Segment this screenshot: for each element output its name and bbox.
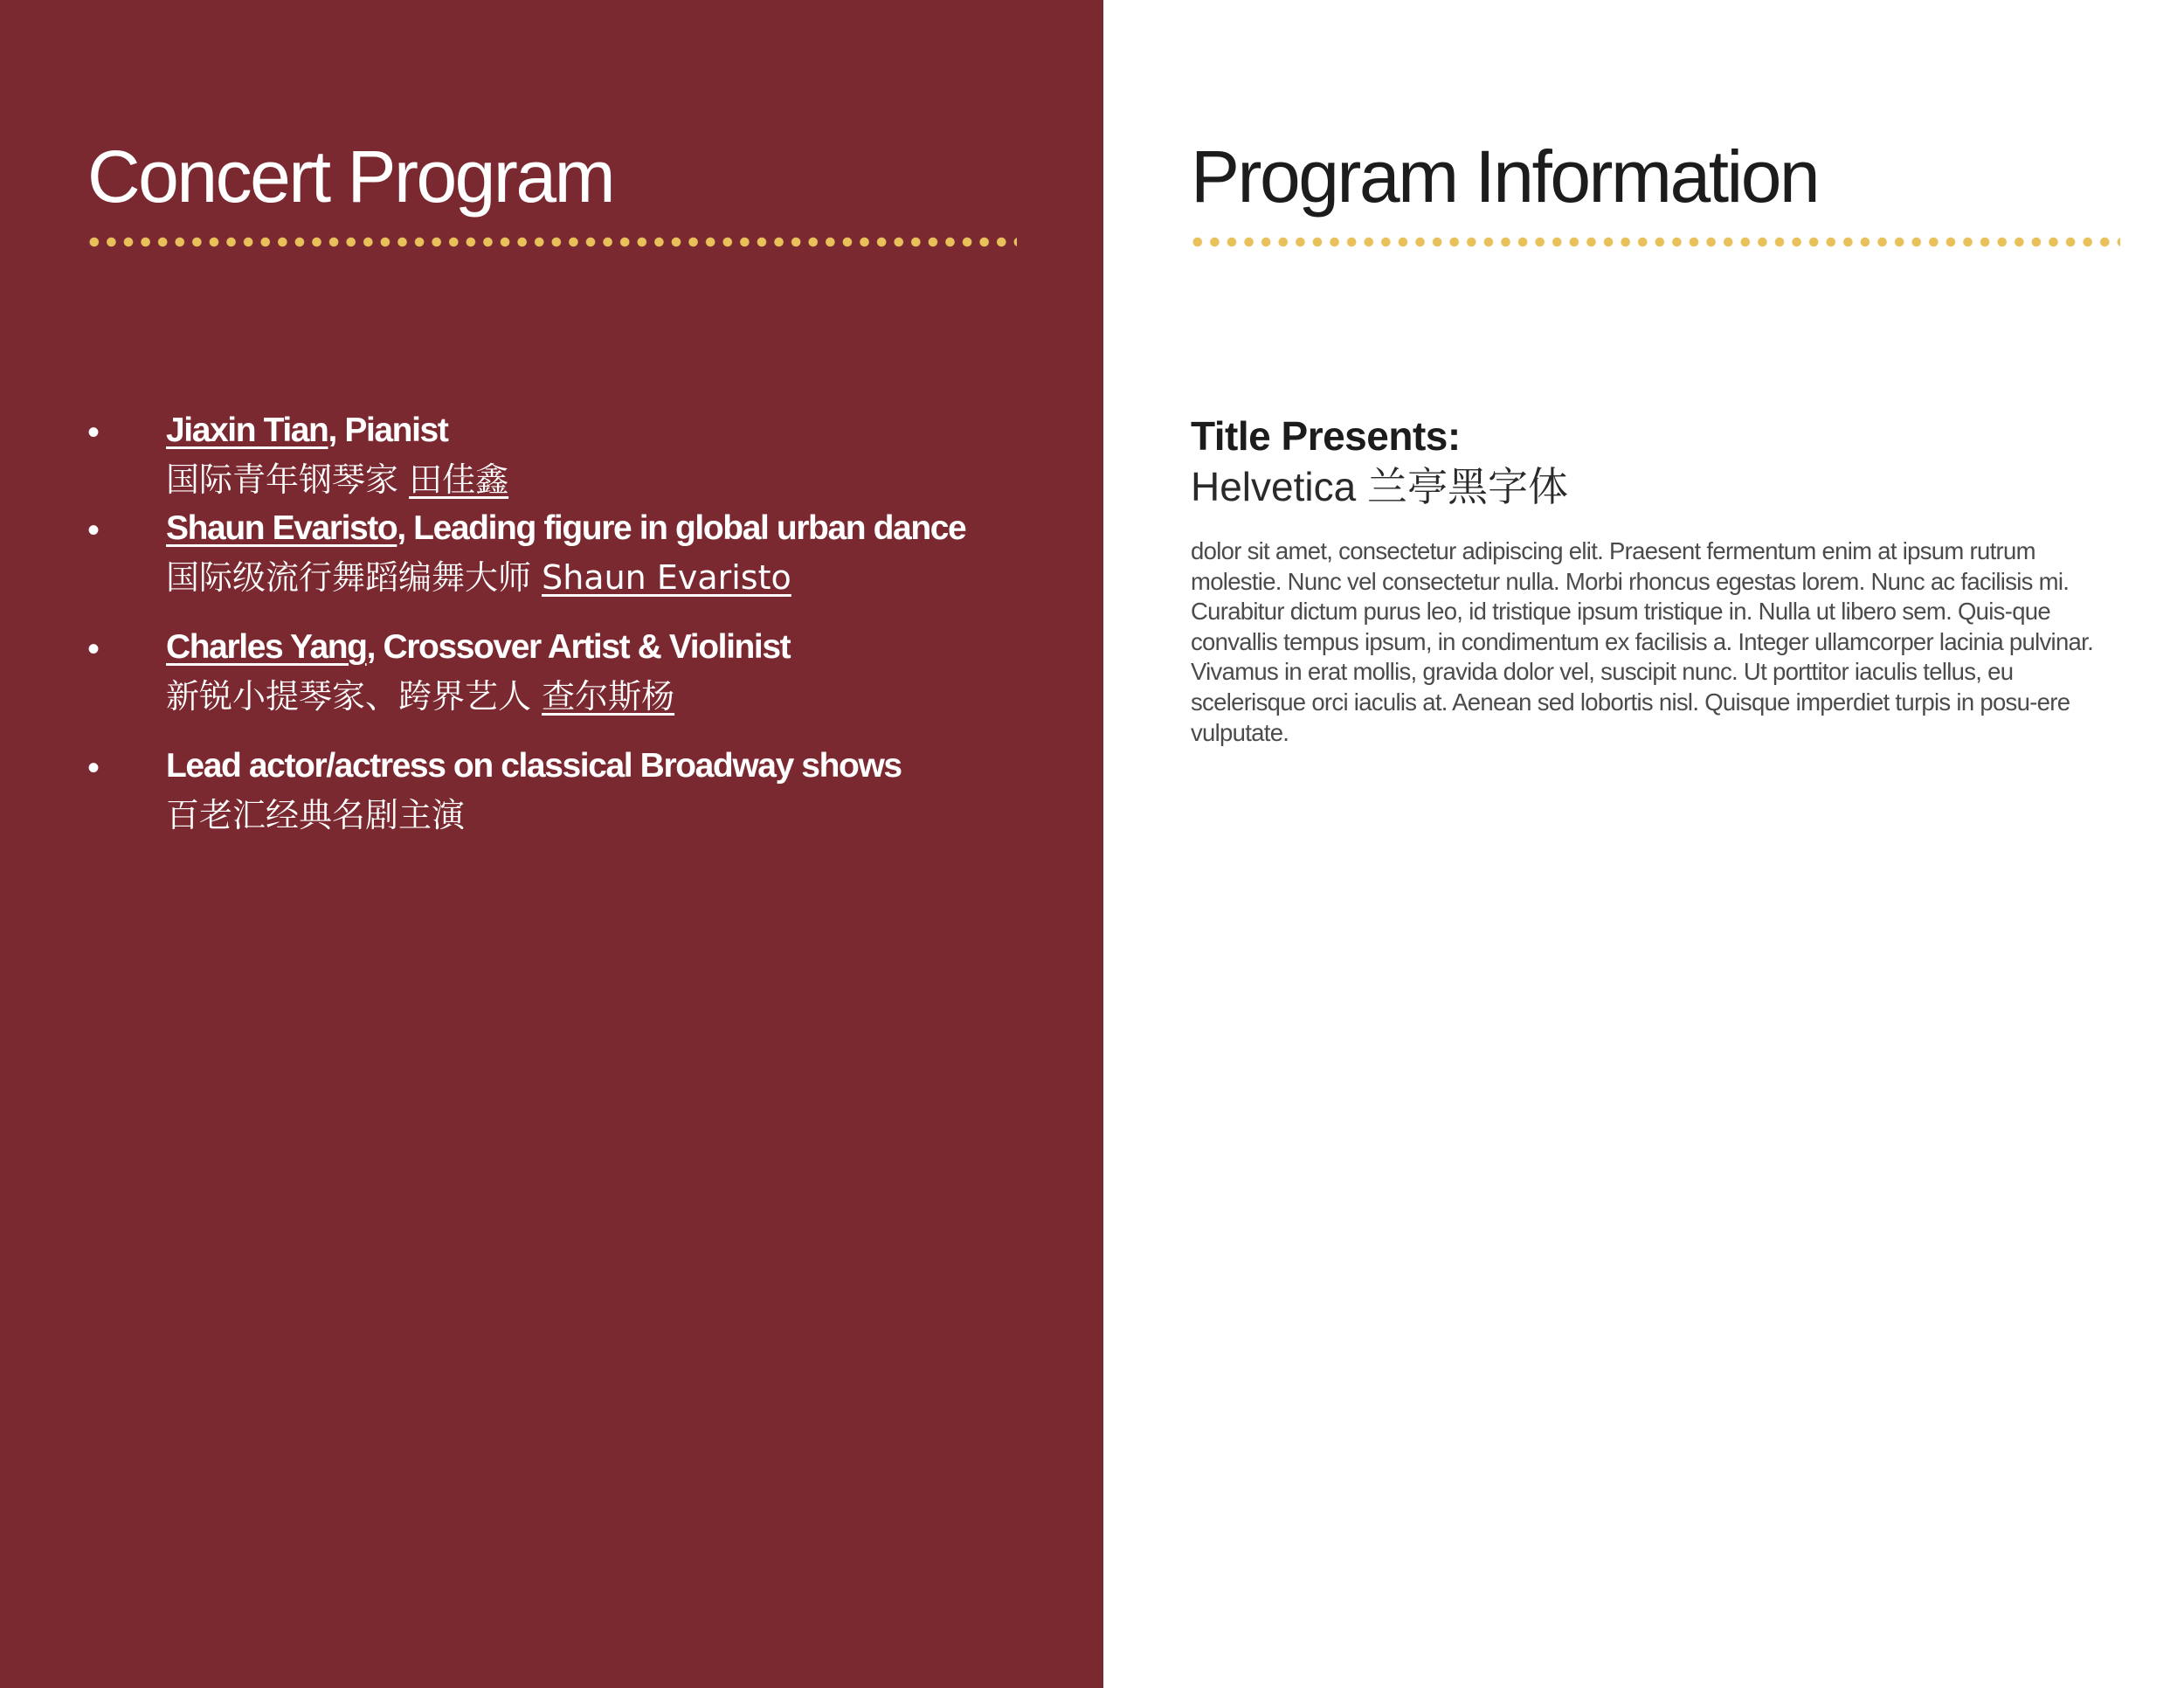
bullet: • xyxy=(87,630,100,668)
body-paragraph: dolor sit amet, consectetur adipiscing elit. Praesent fermentum enim at ipsum rutrum molestie. Nunc vel consectetur nulla. Morbi rhoncus egestas lorem. Nunc ac facilisis mi. Curabitur dictum purus leo, id tristique ipsum tristique in. Nulla ut libero sem. Quis-que convallis tempus ipsum, in condimentum ex facilisis a. Integer ullamcorper lacinia pulvinar. Vivamus in erat mollis, gravida dolor vel, suscipit nunc. Ut porttitor iaculis tellus, eu scelerisque orci iaculis at. Aenean sed lobortis nisl. Quisque imperdiet turpis in posu-ere vulputate. xyxy=(1191,537,2094,746)
list-item-broadway-actors xyxy=(87,742,965,840)
performer-en-line xyxy=(166,623,965,672)
performer-en-line xyxy=(166,406,965,455)
performer-zh-name-link[interactable]: 田佳鑫 xyxy=(409,460,509,499)
dotted-divider-right xyxy=(1189,236,2120,248)
performer-zh-role: 国际青年钢琴家 xyxy=(166,460,410,499)
performer-role: , Crossover Artist & Violinist xyxy=(366,628,791,666)
performer-zh-line xyxy=(166,455,965,504)
performer-list xyxy=(87,406,965,840)
performer-zh-name-link[interactable]: Shaun Evaristo xyxy=(542,558,791,597)
performer-en-line xyxy=(166,504,965,553)
performer-role: , Leading figure in global urban dance xyxy=(397,509,966,547)
performer-zh-role: 新锐小提琴家、跨界艺人 xyxy=(166,677,543,716)
program-information-heading: Program Information xyxy=(1191,135,1819,218)
performer-en-line xyxy=(166,742,965,791)
performer-zh-line xyxy=(166,672,965,721)
performer-zh-name-link[interactable]: 查尔斯杨 xyxy=(542,677,675,716)
program-information-panel xyxy=(1103,0,2184,1688)
font-subtitle: Helvetica 兰亭黑字体 xyxy=(1191,464,1568,509)
performer-role: , Pianist xyxy=(328,412,448,449)
title-presents: Title Presents: xyxy=(1191,413,1461,459)
performer-name-link[interactable]: Shaun Evaristo xyxy=(166,509,397,547)
performer-zh-line xyxy=(166,791,965,840)
title-block xyxy=(1191,411,1568,512)
performer-zh-role: 国际级流行舞蹈编舞大师 xyxy=(166,558,543,597)
performer-role: Lead actor/actress on classical Broadway shows xyxy=(166,747,902,785)
performer-name-link[interactable]: Charles Yang xyxy=(166,628,367,666)
bullet: • xyxy=(87,413,100,452)
list-item-jiaxin-tian xyxy=(87,406,965,504)
performer-name-link[interactable]: Jiaxin Tian xyxy=(166,412,328,449)
list-item-charles-yang xyxy=(87,623,965,721)
bullet: • xyxy=(87,511,100,550)
performer-zh-line xyxy=(166,553,965,602)
concert-program-heading: Concert Program xyxy=(87,135,614,218)
dotted-divider-left xyxy=(86,236,1017,248)
performer-zh-role: 百老汇经典名剧主演 xyxy=(166,796,466,834)
bullet: • xyxy=(87,749,100,787)
list-item-shaun-evaristo xyxy=(87,504,965,602)
